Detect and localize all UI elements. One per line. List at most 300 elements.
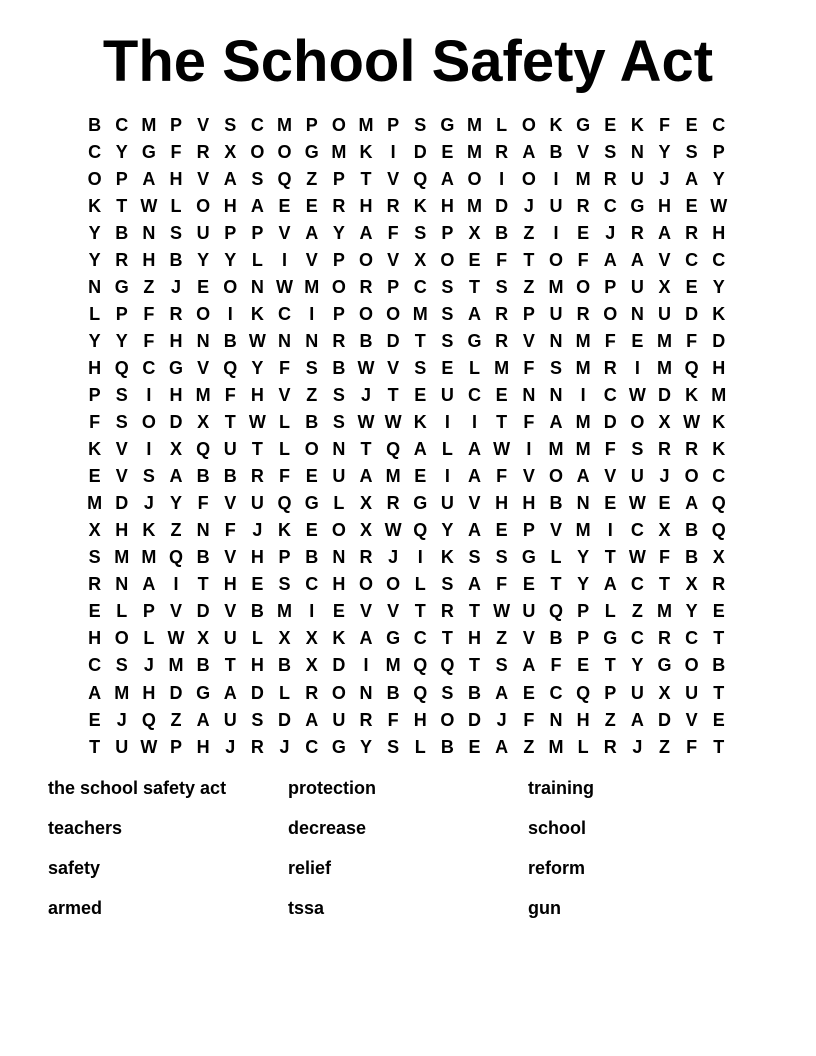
grid-letter: A: [468, 303, 482, 324]
grid-letter: X: [88, 520, 101, 541]
grid-letter: N: [196, 330, 210, 351]
grid-letter: V: [549, 520, 562, 541]
grid-letter: X: [197, 628, 210, 649]
grid-letter: W: [384, 520, 402, 541]
grid-letter: D: [685, 303, 699, 324]
grid-letter: T: [496, 412, 508, 433]
grid-letter: H: [250, 384, 264, 405]
grid-letter: E: [441, 141, 454, 162]
grid-letter: O: [331, 114, 346, 135]
grid-letter: R: [332, 195, 346, 216]
grid-letter: F: [577, 249, 589, 270]
grid-letter: R: [386, 195, 400, 216]
grid-letter: H: [413, 709, 427, 730]
grid-letter: B: [88, 114, 102, 135]
grid-letter: X: [278, 628, 291, 649]
word-list-item: relief: [288, 858, 332, 878]
grid-letter: S: [495, 655, 508, 676]
grid-letter: Y: [88, 249, 101, 270]
grid-letter: O: [196, 195, 211, 216]
grid-letter: S: [142, 466, 155, 487]
grid-letter: U: [658, 303, 672, 324]
grid-letter: F: [659, 114, 671, 135]
grid-letter: O: [386, 574, 401, 595]
grid-letter: O: [304, 439, 319, 460]
grid-letter: K: [332, 628, 346, 649]
grid-letter: E: [305, 195, 318, 216]
grid-letter: M: [385, 466, 401, 487]
grid-letter: V: [577, 141, 590, 162]
grid-letter: L: [496, 114, 508, 135]
grid-letter: K: [712, 303, 726, 324]
grid-letter: E: [658, 493, 671, 514]
word-list-item: the school safety act: [48, 778, 227, 798]
grid-letter: W: [248, 330, 266, 351]
grid-letter: A: [88, 682, 102, 703]
grid-letter: P: [387, 276, 400, 297]
grid-letter: C: [712, 249, 726, 270]
grid-letter: L: [251, 628, 263, 649]
grid-letter: G: [141, 141, 156, 162]
grid-letter: G: [331, 736, 346, 757]
grid-letter: M: [575, 520, 591, 541]
grid-letter: A: [142, 574, 156, 595]
grid-letter: X: [359, 493, 372, 514]
grid-letter: Q: [277, 168, 292, 189]
grid-letter: F: [523, 412, 535, 433]
grid-letter: M: [657, 601, 673, 622]
grid-letter: G: [467, 330, 482, 351]
grid-letter: O: [440, 249, 455, 270]
grid-letter: R: [359, 276, 373, 297]
grid-letter: Y: [712, 276, 725, 297]
grid-letter: S: [441, 574, 454, 595]
grid-letter: X: [359, 520, 372, 541]
grid-letter: R: [685, 439, 699, 460]
grid-letter: A: [658, 222, 672, 243]
grid-letter: E: [685, 114, 698, 135]
grid-letter: F: [659, 547, 671, 568]
grid-letter: S: [115, 384, 128, 405]
grid-letter: N: [250, 276, 264, 297]
grid-letter: H: [115, 520, 129, 541]
grid-letter: S: [251, 168, 264, 189]
grid-letter: E: [305, 466, 318, 487]
grid-letter: F: [604, 330, 616, 351]
grid-letter: V: [197, 114, 210, 135]
grid-letter: Z: [523, 736, 535, 757]
grid-letter: O: [331, 682, 346, 703]
grid-letter: O: [250, 141, 265, 162]
grid-letter: O: [630, 412, 645, 433]
grid-letter: L: [279, 682, 291, 703]
grid-letter: L: [170, 195, 182, 216]
grid-letter: U: [522, 601, 536, 622]
grid-letter: J: [659, 168, 670, 189]
grid-letter: T: [387, 384, 399, 405]
grid-letter: D: [468, 709, 482, 730]
grid-letter: C: [413, 276, 427, 297]
grid-letter: I: [607, 520, 613, 541]
grid-letter: B: [196, 466, 210, 487]
grid-letter: C: [278, 303, 292, 324]
grid-letter: S: [332, 412, 345, 433]
grid-letter: W: [628, 384, 646, 405]
grid-letter: U: [223, 709, 237, 730]
grid-letter: T: [604, 655, 616, 676]
grid-letter: T: [224, 412, 236, 433]
grid-letter: R: [332, 330, 346, 351]
grid-letter: K: [88, 439, 102, 460]
word-list-item: training: [528, 778, 594, 798]
grid-letter: I: [553, 168, 559, 189]
grid-letter: F: [523, 357, 535, 378]
grid-letter: D: [413, 141, 427, 162]
grid-letter: F: [387, 709, 399, 730]
grid-letter: Y: [197, 249, 210, 270]
grid-letter: B: [495, 222, 509, 243]
grid-letter: A: [549, 412, 563, 433]
grid-letter: R: [440, 601, 454, 622]
grid-letter: B: [305, 412, 319, 433]
grid-letter: S: [414, 114, 427, 135]
grid-letter: Q: [440, 655, 455, 676]
grid-letter: P: [387, 114, 400, 135]
grid-letter: E: [577, 655, 590, 676]
grid-letter: U: [115, 736, 129, 757]
grid-letter: Y: [169, 493, 182, 514]
grid-letter: Z: [659, 736, 671, 757]
grid-letter: N: [88, 276, 102, 297]
grid-letter: K: [440, 547, 454, 568]
grid-letter: O: [603, 303, 618, 324]
grid-letter: N: [142, 222, 156, 243]
grid-letter: H: [223, 195, 237, 216]
grid-letter: M: [575, 357, 591, 378]
grid-letter: V: [387, 249, 400, 270]
grid-letter: A: [630, 249, 644, 270]
grid-letter: Q: [413, 682, 428, 703]
grid-letter: S: [631, 439, 644, 460]
grid-letter: Q: [548, 601, 563, 622]
grid-letter: A: [359, 466, 373, 487]
word-list-item: decrease: [288, 818, 367, 838]
grid-letter: M: [575, 412, 591, 433]
grid-letter: A: [630, 709, 644, 730]
grid-letter: O: [576, 276, 591, 297]
grid-letter: B: [250, 601, 264, 622]
grid-letter: A: [169, 466, 183, 487]
grid-letter: V: [115, 439, 128, 460]
grid-letter: B: [223, 330, 237, 351]
word-list-column-2: [288, 778, 528, 938]
grid-letter: H: [88, 357, 102, 378]
grid-letter: I: [417, 547, 423, 568]
grid-letter: N: [196, 520, 210, 541]
grid-letter: B: [549, 628, 563, 649]
grid-letter: T: [523, 249, 535, 270]
grid-letter: O: [548, 466, 563, 487]
grid-letter: T: [360, 439, 372, 460]
grid-letter: I: [553, 222, 559, 243]
grid-letter: R: [576, 303, 590, 324]
word-list-item: armed: [48, 898, 103, 918]
grid-letter: A: [305, 222, 319, 243]
grid-letter: B: [386, 682, 400, 703]
grid-letter: Z: [523, 276, 535, 297]
grid-letter: M: [141, 114, 157, 135]
grid-letter: W: [384, 412, 402, 433]
grid-letter: B: [712, 655, 726, 676]
grid-letter: R: [658, 628, 672, 649]
grid-letter: F: [550, 655, 562, 676]
grid-letter: A: [495, 736, 509, 757]
grid-letter: T: [713, 736, 725, 757]
grid-letter: P: [115, 303, 128, 324]
grid-letter: V: [387, 168, 400, 189]
grid-letter: V: [604, 466, 617, 487]
grid-letter: T: [360, 168, 372, 189]
grid-letter: L: [279, 439, 291, 460]
grid-letter: E: [685, 276, 698, 297]
grid-letter: F: [197, 493, 209, 514]
grid-letter: X: [305, 655, 318, 676]
grid-letter: R: [712, 574, 726, 595]
grid-letter: S: [685, 141, 698, 162]
grid-letter: C: [630, 520, 644, 541]
grid-letter: O: [331, 520, 346, 541]
grid-letter: V: [278, 384, 291, 405]
grid-letter: T: [251, 439, 263, 460]
grid-letter: G: [603, 628, 618, 649]
grid-letter: H: [250, 655, 264, 676]
grid-letter: M: [548, 276, 564, 297]
grid-letter: E: [441, 357, 454, 378]
grid-letter: C: [630, 574, 644, 595]
grid-letter: H: [495, 493, 509, 514]
grid-letter: L: [251, 249, 263, 270]
grid-letter: Y: [685, 601, 698, 622]
grid-letter: Y: [577, 547, 590, 568]
word-list-item: tssa: [288, 898, 325, 918]
grid-letter: S: [332, 384, 345, 405]
grid-letter: O: [114, 628, 129, 649]
grid-letter: Z: [496, 628, 508, 649]
grid-letter: M: [87, 493, 103, 514]
grid-letter: U: [630, 682, 644, 703]
grid-letter: R: [88, 574, 102, 595]
grid-letter: I: [173, 574, 179, 595]
grid-letter: K: [413, 412, 427, 433]
grid-letter: J: [170, 276, 181, 297]
grid-letter: H: [142, 249, 156, 270]
grid-letter: R: [359, 547, 373, 568]
grid-letter: F: [686, 330, 698, 351]
grid-letter: E: [522, 682, 535, 703]
grid-letter: B: [359, 330, 373, 351]
grid-letter: Q: [576, 682, 591, 703]
grid-letter: V: [522, 628, 535, 649]
grid-letter: A: [685, 168, 699, 189]
grid-letter: V: [224, 601, 237, 622]
grid-letter: M: [331, 141, 347, 162]
grid-letter: T: [89, 736, 101, 757]
grid-letter: U: [196, 222, 210, 243]
grid-letter: W: [628, 493, 646, 514]
letter-grid: [81, 111, 732, 760]
grid-letter: G: [386, 628, 401, 649]
grid-letter: M: [304, 276, 320, 297]
grid-letter: I: [146, 439, 152, 460]
grid-letter: J: [388, 547, 399, 568]
grid-letter: M: [385, 655, 401, 676]
grid-letter: R: [658, 439, 672, 460]
grid-letter: C: [115, 114, 129, 135]
grid-letter: B: [468, 682, 482, 703]
grid-letter: G: [576, 114, 591, 135]
grid-letter: S: [441, 682, 454, 703]
grid-letter: H: [712, 222, 726, 243]
grid-letter: I: [444, 466, 450, 487]
grid-letter: M: [141, 547, 157, 568]
grid-letter: F: [170, 141, 182, 162]
grid-letter: M: [467, 141, 483, 162]
grid-letter: F: [523, 709, 535, 730]
grid-letter: V: [359, 601, 372, 622]
grid-letter: J: [659, 466, 670, 487]
grid-letter: R: [305, 682, 319, 703]
grid-letter: S: [441, 276, 454, 297]
grid-letter: T: [414, 330, 426, 351]
grid-letter: P: [604, 276, 617, 297]
grid-letter: R: [603, 357, 617, 378]
grid-letter: I: [580, 384, 586, 405]
grid-letter: Y: [658, 141, 671, 162]
grid-letter: S: [414, 222, 427, 243]
grid-letter: D: [278, 709, 292, 730]
grid-letter: G: [114, 276, 129, 297]
grid-letter: C: [630, 628, 644, 649]
grid-letter: Z: [170, 520, 182, 541]
grid-letter: N: [305, 330, 319, 351]
grid-letter: I: [227, 303, 233, 324]
grid-letter: S: [441, 330, 454, 351]
grid-letter: M: [657, 357, 673, 378]
grid-letter: L: [441, 439, 453, 460]
grid-letter: A: [196, 709, 210, 730]
grid-letter: S: [251, 709, 264, 730]
grid-letter: C: [603, 195, 617, 216]
grid-letter: I: [526, 439, 532, 460]
grid-letter: N: [549, 330, 563, 351]
grid-letter: O: [386, 303, 401, 324]
grid-letter: T: [469, 276, 481, 297]
grid-letter: V: [387, 601, 400, 622]
grid-letter: Y: [115, 330, 128, 351]
grid-letter: W: [493, 439, 511, 460]
grid-letter: K: [413, 195, 427, 216]
grid-letter: V: [468, 493, 481, 514]
grid-letter: Y: [251, 357, 264, 378]
grid-letter: M: [575, 439, 591, 460]
grid-letter: B: [549, 493, 563, 514]
grid-letter: V: [685, 709, 698, 730]
grid-letter: C: [305, 736, 319, 757]
grid-letter: F: [224, 520, 236, 541]
grid-letter: U: [332, 466, 346, 487]
grid-letter: H: [196, 736, 210, 757]
grid-letter: O: [521, 114, 536, 135]
grid-letter: T: [469, 655, 481, 676]
word-list-item: teachers: [48, 818, 123, 838]
grid-letter: L: [89, 303, 101, 324]
grid-letter: W: [683, 412, 701, 433]
grid-letter: P: [142, 601, 155, 622]
grid-letter: E: [495, 384, 508, 405]
grid-letter: R: [250, 466, 264, 487]
grid-letter: I: [634, 357, 640, 378]
grid-letter: E: [251, 574, 264, 595]
grid-letter: U: [549, 303, 563, 324]
grid-letter: O: [684, 655, 699, 676]
grid-letter: H: [223, 574, 237, 595]
grid-letter: Q: [277, 493, 292, 514]
grid-letter: J: [523, 195, 534, 216]
grid-letter: N: [576, 493, 590, 514]
grid-letter: D: [603, 412, 617, 433]
word-list-item: reform: [528, 858, 586, 878]
grid-letter: N: [630, 141, 644, 162]
grid-letter: G: [168, 357, 183, 378]
grid-letter: D: [495, 195, 509, 216]
grid-letter: V: [224, 493, 237, 514]
grid-letter: P: [169, 114, 182, 135]
grid-letter: B: [223, 466, 237, 487]
grid-letter: K: [712, 439, 726, 460]
grid-letter: I: [444, 412, 450, 433]
grid-letter: H: [440, 195, 454, 216]
grid-letter: O: [331, 276, 346, 297]
grid-letter: F: [279, 466, 291, 487]
grid-letter: G: [196, 682, 211, 703]
grid-letter: M: [575, 330, 591, 351]
grid-letter: P: [332, 168, 345, 189]
word-list-column-1: [48, 778, 288, 938]
grid-letter: Q: [114, 357, 129, 378]
puzzle-title: The School Safety Act: [102, 29, 714, 94]
grid-letter: H: [142, 682, 156, 703]
grid-letter: L: [604, 601, 616, 622]
grid-letter: A: [250, 195, 264, 216]
grid-letter: A: [468, 520, 482, 541]
grid-letter: X: [197, 412, 210, 433]
grid-letter: U: [440, 493, 454, 514]
grid-letter: A: [359, 222, 373, 243]
grid-letter: K: [549, 114, 563, 135]
grid-letter: O: [87, 168, 102, 189]
grid-letter: H: [712, 357, 726, 378]
grid-letter: Y: [88, 330, 101, 351]
grid-letter: P: [115, 168, 128, 189]
grid-letter: M: [575, 168, 591, 189]
grid-letter: W: [493, 601, 511, 622]
grid-letter: D: [196, 601, 210, 622]
grid-letter: E: [305, 520, 318, 541]
grid-letter: P: [604, 682, 617, 703]
grid-letter: M: [114, 682, 130, 703]
grid-letter: H: [169, 384, 183, 405]
grid-letter: G: [657, 655, 672, 676]
